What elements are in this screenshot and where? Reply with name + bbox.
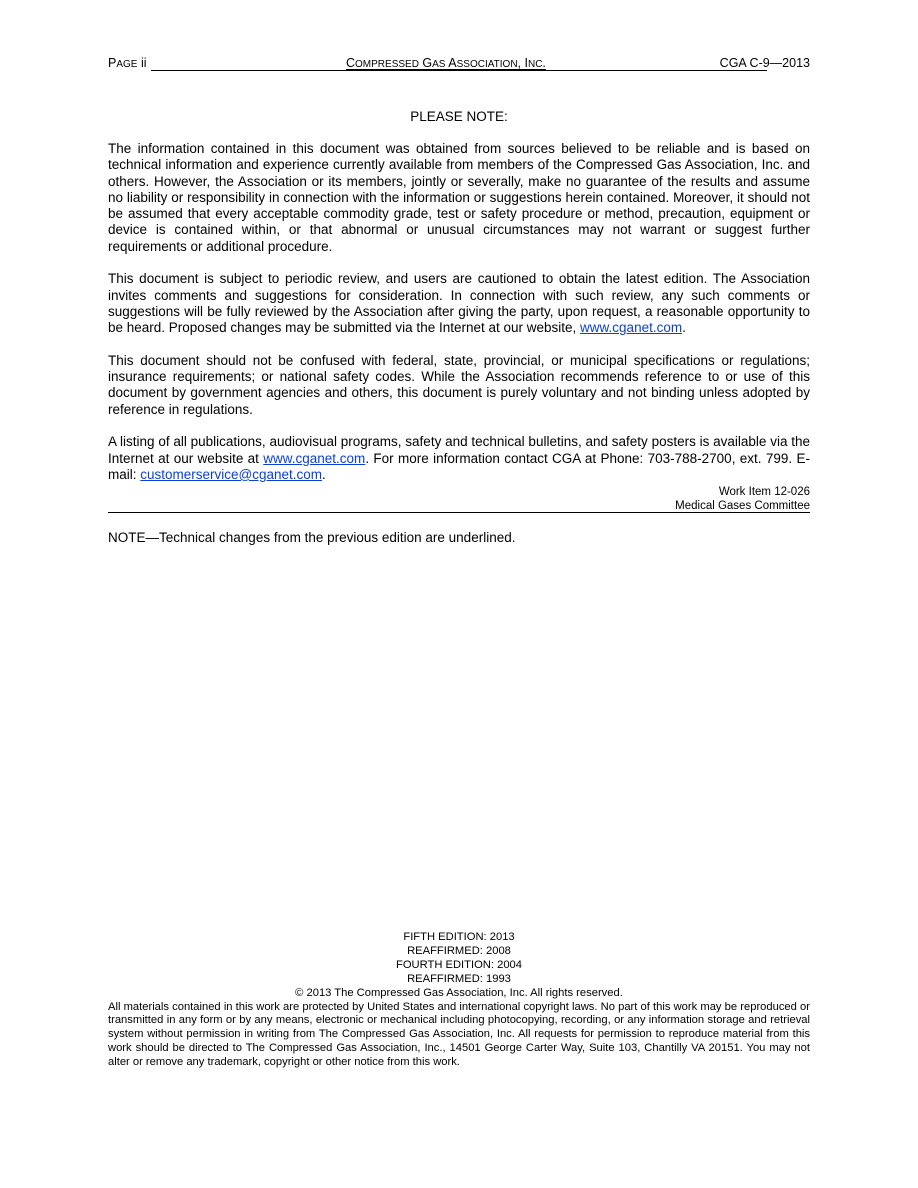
page-header xyxy=(108,55,810,71)
website-link[interactable]: www.cganet.com xyxy=(580,320,683,336)
notice-paragraph-review: This document is subject to periodic review, and users are cautioned to obtain the latest edition. The Association invites comments and suggestions for consideration. In connection with such review, any such comments or suggestions will be fully reviewed by the Association after giving the party, upon request, a reasonable opportunity to be heard. Proposed changes may be submitted via the Internet at our website, www.cganet.com. xyxy=(108,271,810,336)
notice-body xyxy=(108,141,810,483)
website-link[interactable]: www.cganet.com xyxy=(263,450,366,466)
document-id: CGA C-9—2013 xyxy=(719,56,810,70)
notice-title: PLEASE NOTE: xyxy=(410,109,508,124)
notice-paragraph-regulations: This document should not be confused with federal, state, provincial, or municipal specifications or regulations; insurance requirements; or national safety codes. While the Association recommends reference to or use of this document by government agencies and others, this document is purely voluntary and not binding unless adopted by reference in regulations. xyxy=(108,352,810,417)
edition-line: REAFFIRMED: 2008 xyxy=(407,944,511,957)
work-item-number: Work Item 12-026 xyxy=(718,486,810,498)
edition-line: FIFTH EDITION: 2013 xyxy=(403,931,515,943)
notice-paragraph-publications: A listing of all publications, audiovisual programs, safety and technical bulletins, and safety posters is available via the Internet at our website at www.cganet.com. For more information contact CGA at Phone: 703-788-2700, ext. 799. E-mail: customerservice@cganet.com. xyxy=(108,434,810,482)
edition-line: REAFFIRMED: 1993 xyxy=(407,972,511,985)
notice-paragraph-disclaimer: The information contained in this document was obtained from sources believed to be reliable and is based on technical information and experience currently available from members of the Compressed Gas Association, Inc. and others. However, the Association or its members, jointly or severally, make no guarantee of the results and assume no liability or responsibility in connection with the information or suggestions herein contained. Moreover, it should not be assumed that every acceptable commodity grade, test or safety procedure or method, precaution, equipment or device is contained within, or that abnormal or unusual circumstances may not warrant or suggest further requirements or additional procedure. xyxy=(108,141,810,254)
edition-footer xyxy=(108,931,810,1070)
email-link[interactable]: customerservice@cganet.com xyxy=(140,466,323,482)
copyright-line: © 2013 The Compressed Gas Association, Inc. All rights reserved. xyxy=(295,986,623,999)
edition-line: FOURTH EDITION: 2004 xyxy=(396,958,522,971)
committee-name: Medical Gases Committee xyxy=(675,500,810,512)
work-item-rule xyxy=(108,512,810,513)
technical-changes-note: NOTE—Technical changes from the previous edition are underlined. xyxy=(108,530,516,545)
page-number: PAGE ii xyxy=(108,56,147,70)
work-item-block xyxy=(108,485,810,513)
rights-notice: All materials contained in this work are protected by United States and international copyright laws. No part of this work may be reproduced or transmitted in any form or by any means, electronic or mechanical including photocopying, recording, or any information storage and retrieval system without permission in writing from The Compressed Gas Association, Inc. All requests for permission to reproduce material from this work should be directed to The Compressed Gas Association, Inc., 14501 George Carter Way, Suite 103, Chantilly VA 20151. You may not alter or remove any trademark, copyright or other notice from this work. xyxy=(108,1000,810,1069)
association-name: COMPRESSED GAS ASSOCIATION, INC. xyxy=(346,56,546,70)
